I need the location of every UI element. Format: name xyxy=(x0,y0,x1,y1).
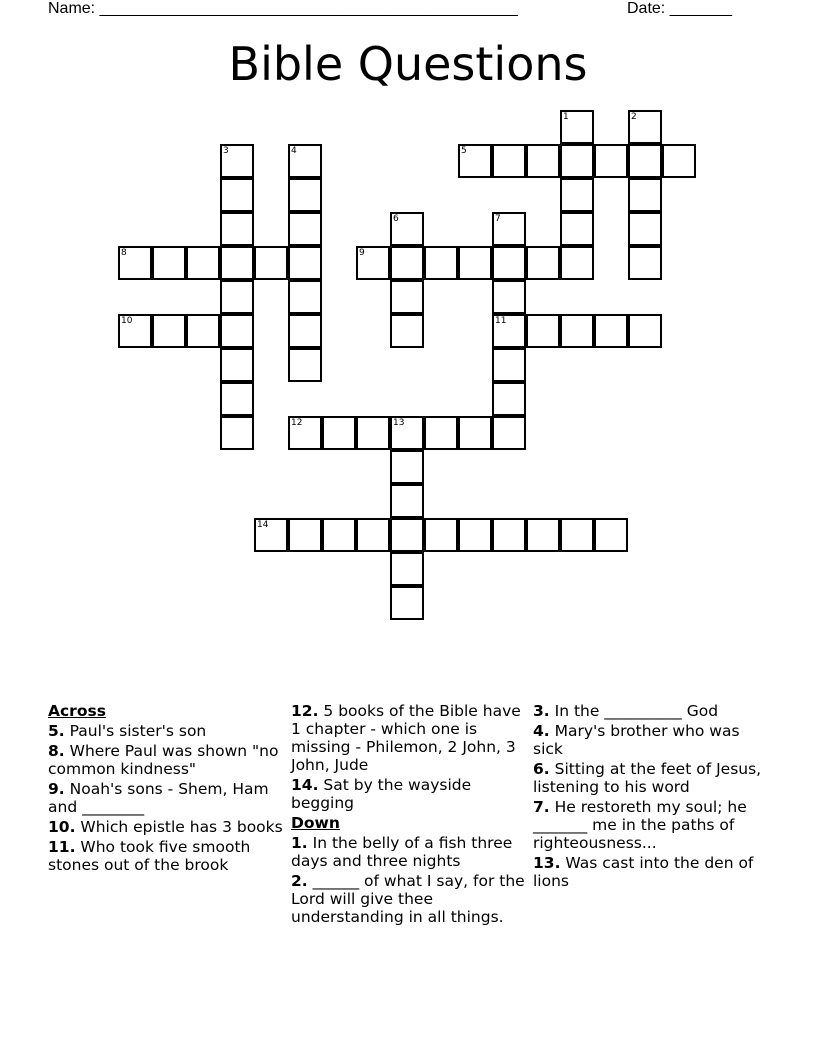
down-clue-7 xyxy=(533,798,769,852)
grid-cell[interactable] xyxy=(492,416,526,450)
clue-number: 11. xyxy=(48,838,76,856)
clue-number: 13. xyxy=(533,854,561,872)
clue-text: 5 books of the Bible have 1 chapter - which one is missing - Philemon, 2 John, 3 John, Jude xyxy=(291,702,521,774)
clue-number-label: 13 xyxy=(393,418,405,428)
clue-number-label: 6 xyxy=(393,214,399,224)
grid-cell[interactable] xyxy=(356,246,390,280)
grid-cell[interactable] xyxy=(662,144,696,178)
clue-number-label: 7 xyxy=(495,214,501,224)
grid-cell[interactable] xyxy=(254,518,288,552)
grid-cell[interactable] xyxy=(220,348,254,382)
clue-text: Where Paul was shown "no common kindness" xyxy=(48,742,279,778)
grid-cell[interactable] xyxy=(220,246,254,280)
grid-cell[interactable] xyxy=(492,314,526,348)
grid-cell[interactable] xyxy=(118,314,152,348)
grid-cell[interactable] xyxy=(220,212,254,246)
grid-cell[interactable] xyxy=(152,246,186,280)
clue-number: 10. xyxy=(48,818,76,836)
grid-cell[interactable] xyxy=(594,314,628,348)
grid-cell[interactable] xyxy=(152,314,186,348)
grid-cell[interactable] xyxy=(628,110,662,144)
grid-cell[interactable] xyxy=(492,348,526,382)
down-clue-6 xyxy=(533,760,769,796)
clue-number-label: 12 xyxy=(291,418,303,428)
clue-number: 12. xyxy=(291,702,319,720)
grid-cell[interactable] xyxy=(560,144,594,178)
grid-cell[interactable] xyxy=(560,246,594,280)
grid-cell[interactable] xyxy=(526,144,560,178)
clue-text: Which epistle has 3 books xyxy=(80,818,283,836)
clue-number-label: 4 xyxy=(291,146,297,156)
grid-cell[interactable] xyxy=(186,246,220,280)
grid-cell[interactable] xyxy=(492,144,526,178)
grid-cell[interactable] xyxy=(390,484,424,518)
down-clue-13 xyxy=(533,854,769,890)
down-clue-2 xyxy=(291,872,527,926)
clue-number: 9. xyxy=(48,780,65,798)
grid-cell[interactable] xyxy=(288,246,322,280)
clue-number: 5. xyxy=(48,722,65,740)
across-clue-8 xyxy=(48,742,284,778)
clue-column-3 xyxy=(533,702,769,892)
clue-text: Sitting at the feet of Jesus, listening to his word xyxy=(533,760,762,796)
across-clue-5 xyxy=(48,722,284,740)
grid-cell[interactable] xyxy=(220,280,254,314)
across-clue-11 xyxy=(48,838,284,874)
grid-cell[interactable] xyxy=(390,518,424,552)
grid-cell[interactable] xyxy=(492,280,526,314)
grid-cell[interactable] xyxy=(458,246,492,280)
grid-cell[interactable] xyxy=(288,314,322,348)
grid-cell[interactable] xyxy=(288,348,322,382)
grid-cell[interactable] xyxy=(560,314,594,348)
grid-cell[interactable] xyxy=(526,246,560,280)
grid-cell[interactable] xyxy=(458,518,492,552)
grid-cell[interactable] xyxy=(220,314,254,348)
across-clue-14 xyxy=(291,776,527,812)
clue-number-label: 9 xyxy=(359,248,365,258)
down-clue-1 xyxy=(291,834,527,870)
grid-cell[interactable] xyxy=(594,144,628,178)
grid-cell[interactable] xyxy=(288,144,322,178)
clue-number-label: 2 xyxy=(631,112,637,122)
clue-text: Noah's sons - Shem, Ham and ________ xyxy=(48,780,269,816)
clue-number-label: 5 xyxy=(461,146,467,156)
date-field-label: Date: _______ xyxy=(627,0,732,17)
clue-column-1 xyxy=(48,702,284,876)
grid-cell[interactable] xyxy=(322,518,356,552)
across-clue-10 xyxy=(48,818,284,836)
grid-cell[interactable] xyxy=(560,178,594,212)
grid-cell[interactable] xyxy=(390,416,424,450)
grid-cell[interactable] xyxy=(390,314,424,348)
grid-cell[interactable] xyxy=(220,382,254,416)
grid-cell[interactable] xyxy=(118,246,152,280)
grid-cell[interactable] xyxy=(390,280,424,314)
grid-cell[interactable] xyxy=(288,212,322,246)
grid-cell[interactable] xyxy=(628,314,662,348)
clue-number: 2. xyxy=(291,872,308,890)
clue-number-label: 14 xyxy=(257,520,269,530)
grid-cell[interactable] xyxy=(356,518,390,552)
grid-cell[interactable] xyxy=(560,212,594,246)
grid-cell[interactable] xyxy=(526,314,560,348)
clue-number: 3. xyxy=(533,702,550,720)
grid-cell[interactable] xyxy=(390,586,424,620)
clue-column-2 xyxy=(291,702,527,928)
grid-cell[interactable] xyxy=(492,246,526,280)
clue-number: 4. xyxy=(533,722,550,740)
clue-number-label: 10 xyxy=(121,316,133,326)
grid-cell[interactable] xyxy=(492,212,526,246)
grid-cell[interactable] xyxy=(220,178,254,212)
grid-cell[interactable] xyxy=(628,212,662,246)
clue-text: In the belly of a fish three days and three nights xyxy=(291,834,513,870)
clue-text: In the __________ God xyxy=(554,702,719,720)
grid-cell[interactable] xyxy=(390,450,424,484)
grid-cell[interactable] xyxy=(424,246,458,280)
grid-cell[interactable] xyxy=(526,518,560,552)
grid-cell[interactable] xyxy=(424,416,458,450)
grid-cell[interactable] xyxy=(288,178,322,212)
clue-text: Was cast into the den of lions xyxy=(533,854,754,890)
grid-cell[interactable] xyxy=(628,144,662,178)
grid-cell[interactable] xyxy=(628,246,662,280)
clue-number-label: 11 xyxy=(495,316,507,326)
clue-text: He restoreth my soul; he _______ me in the paths of righteousness... xyxy=(533,798,747,852)
grid-cell[interactable] xyxy=(560,518,594,552)
across-clue-12 xyxy=(291,702,527,774)
down-heading: Down xyxy=(291,814,340,832)
grid-cell[interactable] xyxy=(288,518,322,552)
clue-number: 1. xyxy=(291,834,308,852)
grid-cell[interactable] xyxy=(424,518,458,552)
grid-cell[interactable] xyxy=(390,212,424,246)
grid-cell[interactable] xyxy=(492,382,526,416)
clue-number-label: 1 xyxy=(563,112,569,122)
clue-text: Who took five smooth stones out of the brook xyxy=(48,838,251,874)
clue-number-label: 8 xyxy=(121,248,127,258)
clue-number: 8. xyxy=(48,742,65,760)
across-heading: Across xyxy=(48,702,106,720)
grid-cell[interactable] xyxy=(322,416,356,450)
page-title: Bible Questions xyxy=(228,37,588,91)
grid-cell[interactable] xyxy=(288,416,322,450)
grid-cell[interactable] xyxy=(458,416,492,450)
grid-cell[interactable] xyxy=(356,416,390,450)
grid-cell[interactable] xyxy=(390,246,424,280)
grid-cell[interactable] xyxy=(254,246,288,280)
down-clue-3 xyxy=(533,702,769,720)
grid-cell[interactable] xyxy=(220,416,254,450)
clue-text: Paul's sister's son xyxy=(69,722,207,740)
grid-cell[interactable] xyxy=(458,144,492,178)
clue-text: Sat by the wayside begging xyxy=(291,776,472,812)
clue-text: ______ of what I say, for the Lord will give thee understanding in all things. xyxy=(291,872,525,926)
clue-text: Mary's brother who was sick xyxy=(533,722,740,758)
name-field-label: Name: _______________________________________________ xyxy=(48,0,518,17)
down-clue-4 xyxy=(533,722,769,758)
grid-cell[interactable] xyxy=(288,280,322,314)
grid-cell[interactable] xyxy=(492,518,526,552)
grid-cell[interactable] xyxy=(220,144,254,178)
grid-cell[interactable] xyxy=(390,552,424,586)
grid-cell[interactable] xyxy=(594,518,628,552)
clue-number: 7. xyxy=(533,798,550,816)
grid-cell[interactable] xyxy=(628,178,662,212)
grid-cell[interactable] xyxy=(560,110,594,144)
clue-number: 6. xyxy=(533,760,550,778)
across-clue-9 xyxy=(48,780,284,816)
clue-number-label: 3 xyxy=(223,146,229,156)
clue-number: 14. xyxy=(291,776,319,794)
grid-cell[interactable] xyxy=(186,314,220,348)
